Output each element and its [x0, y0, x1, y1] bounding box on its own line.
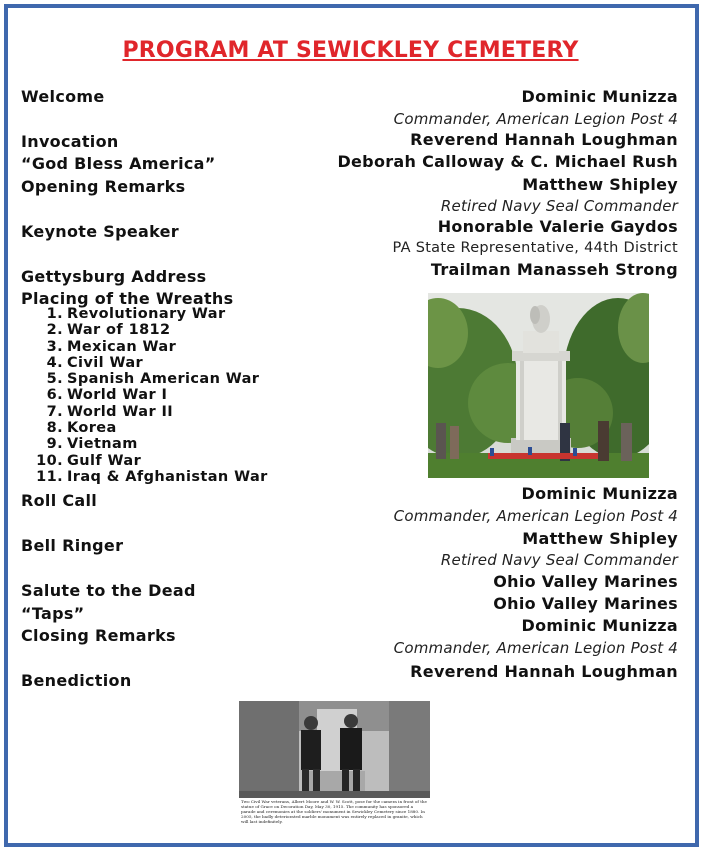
participant-title: Commander, American Legion Post 4 — [393, 639, 678, 657]
photo-caption: Two Civil War veterans, Albert Moore and W. W. Scott, pose for the camera in front of the statue of Grace on Decoration Day, May 30, 1915. The community has sponsored a parade and ceremonies at the soldiers' monument in Sewickley Cemetery since 1880. In 2005, the badly deteriorated marble monument was entirely replaced in granite, which will last indefinitely. — [241, 799, 427, 824]
participant-name: Deborah Calloway & C. Michael Rush — [337, 152, 678, 171]
program-benediction: Benediction — [21, 671, 132, 690]
list-item: 8. Korea — [46, 420, 117, 437]
program-keynote-speaker: Keynote Speaker — [21, 222, 179, 241]
list-item: 10. Gulf War — [36, 452, 142, 469]
list-item: 9. Vietnam — [46, 436, 138, 453]
participant-title: Retired Navy Seal Commander — [440, 197, 678, 215]
historic-photo — [239, 701, 430, 827]
list-item: 11. Iraq & Afghanistan War — [36, 468, 268, 485]
veterans-photo — [239, 701, 430, 798]
list-item: 4. Civil War — [46, 354, 144, 371]
participant-name: Ohio Valley Marines — [493, 572, 678, 591]
program-salute-to-dead: Salute to the Dead — [21, 581, 196, 600]
participant-name: Matthew Shipley — [522, 175, 678, 194]
participant-name: Dominic Munizza — [521, 484, 678, 503]
participant-name: Trailman Manasseh Strong — [430, 260, 678, 279]
participant-name: Honorable Valerie Gaydos — [437, 217, 678, 236]
list-item: 1. Revolutionary War — [46, 306, 226, 322]
participant-title: Commander, American Legion Post 4 — [393, 507, 678, 525]
participant-name: Reverend Hannah Loughman — [410, 130, 678, 149]
participant-name: Ohio Valley Marines — [493, 594, 678, 613]
list-item: 2. War of 1812 — [46, 322, 171, 339]
wreath-list — [30, 306, 268, 485]
list-item: 7. World War II — [46, 403, 174, 420]
participant-title: Retired Navy Seal Commander — [440, 551, 678, 569]
list-item: 3. Mexican War — [46, 338, 177, 355]
program-gettysburg-address: Gettysburg Address — [21, 267, 207, 286]
program-invocation: Invocation — [21, 132, 119, 151]
program-opening-remarks: Opening Remarks — [21, 177, 186, 196]
page-title: PROGRAM AT SEWICKLEY CEMETERY — [122, 38, 579, 63]
participant-name: Reverend Hannah Loughman — [410, 662, 678, 681]
participant-title: PA State Representative, 44th District — [392, 240, 678, 256]
participant-name: Dominic Munizza — [521, 87, 678, 106]
participant-name: Matthew Shipley — [522, 529, 678, 548]
participant-title: Commander, American Legion Post 4 — [393, 110, 678, 128]
program-closing-remarks: Closing Remarks — [21, 626, 176, 645]
program-welcome: Welcome — [21, 87, 105, 106]
program-roll-call: Roll Call — [21, 491, 98, 510]
program-god-bless-america: “God Bless America” — [21, 154, 216, 173]
list-item: 5. Spanish American War — [46, 371, 260, 388]
program-placing-wreaths: Placing of the Wreaths — [21, 289, 234, 308]
participant-name: Dominic Munizza — [521, 616, 678, 635]
program-bell-ringer: Bell Ringer — [21, 536, 124, 555]
program-taps: “Taps” — [21, 604, 85, 623]
monument-photo — [428, 293, 649, 478]
list-item: 6. World War I — [46, 387, 168, 404]
